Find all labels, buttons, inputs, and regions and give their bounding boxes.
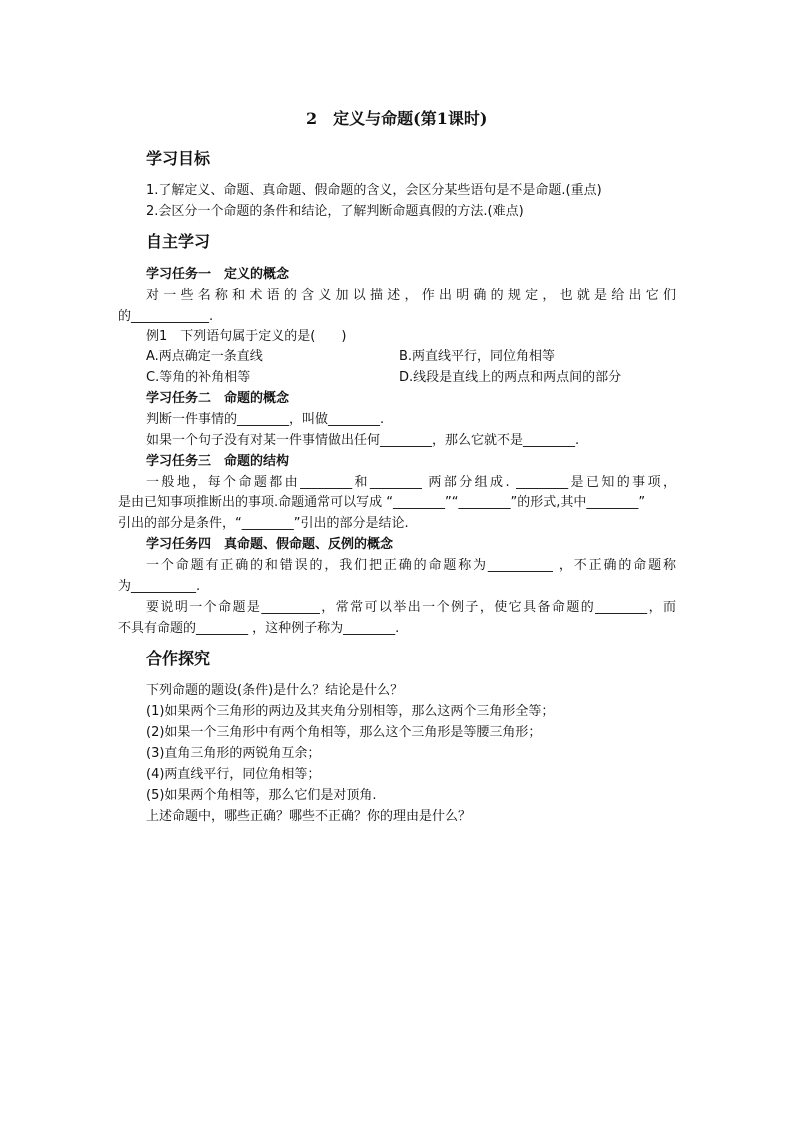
- example1-option-d: D.线段是直线上的两点和两点间的部分: [399, 370, 622, 385]
- example1-option-b: B.两直线平行，同位角相等: [399, 349, 556, 364]
- task3-text-line1: 一般地，每个命题都由________和________ 两部分组成. ________是已知的事项，: [146, 475, 676, 490]
- task3-text-line2: 是由已知事项推断出的事项.命题通常可以写成 “________”“________”的形式,其中________”: [118, 495, 646, 510]
- task2-text-line2: 如果一个句子没有对某一件事情做出任何________，那么它就不是________.: [146, 433, 580, 448]
- task1-text-line2: 的____________.: [118, 309, 214, 324]
- proposition-item-3: (3)直角三角形的两锐角互余；: [146, 746, 321, 761]
- task2-text-line1: 判断一件事情的________，叫做________.: [146, 412, 385, 427]
- task4-text-line2: 为__________.: [118, 579, 201, 594]
- task3-heading: 学习任务三 命题的结构: [146, 454, 290, 469]
- proposition-item-5: (5)如果两个角相等，那么它们是对顶角.: [146, 788, 377, 803]
- page-title: 2 定义与命题(第1课时): [306, 109, 488, 128]
- task1-heading: 学习任务一 定义的概念: [146, 267, 290, 282]
- task4-text-line3: 要说明一个命题是_________，常常可以举出一个例子，使它具备命题的________，而: [146, 600, 676, 615]
- task3-text-line3: 引出的部分是条件，“________”引出的部分是结论.: [118, 516, 409, 531]
- self-study-heading: 自主学习: [146, 232, 211, 251]
- task4-text-line1: 一个命题有正确的和错误的，我们把正确的命题称为__________ ，不正确的命题称: [146, 558, 676, 573]
- cooperation-question: 下列命题的题设(条件)是什么？结论是什么？: [146, 683, 404, 698]
- task4-heading: 学习任务四 真命题、假命题、反例的概念: [146, 537, 394, 552]
- goal-item-1: 1.了解定义、命题、真命题、假命题的含义，会区分某些语句是不是命题.(重点): [146, 183, 602, 198]
- example1-question: 例1 下列语句属于定义的是( ): [146, 329, 347, 344]
- proposition-item-4: (4)两直线平行，同位角相等；: [146, 767, 321, 782]
- cooperation-heading: 合作探究: [146, 649, 211, 668]
- task1-text-line1: 对一些名称和术语的含义加以描述，作出明确的规定，也就是给出它们: [146, 288, 676, 303]
- example1-option-a: A.两点确定一条直线: [146, 349, 263, 364]
- proposition-item-1: (1)如果两个三角形的两边及其夹角分别相等，那么这两个三角形全等；: [146, 704, 555, 719]
- example1-option-c: C.等角的补角相等: [146, 370, 251, 385]
- goals-heading: 学习目标: [146, 149, 211, 168]
- proposition-item-2: (2)如果一个三角形中有两个角相等，那么这个三角形是等腰三角形；: [146, 725, 542, 740]
- task4-text-line4: 不具有命题的________ ，这种例子称为________.: [118, 621, 400, 636]
- goal-item-2: 2.会区分一个命题的条件和结论，了解判断命题真假的方法.(难点): [146, 204, 524, 219]
- task2-heading: 学习任务二 命题的概念: [146, 391, 290, 406]
- cooperation-followup: 上述命题中，哪些正确？哪些不正确？你的理由是什么？: [146, 809, 472, 824]
